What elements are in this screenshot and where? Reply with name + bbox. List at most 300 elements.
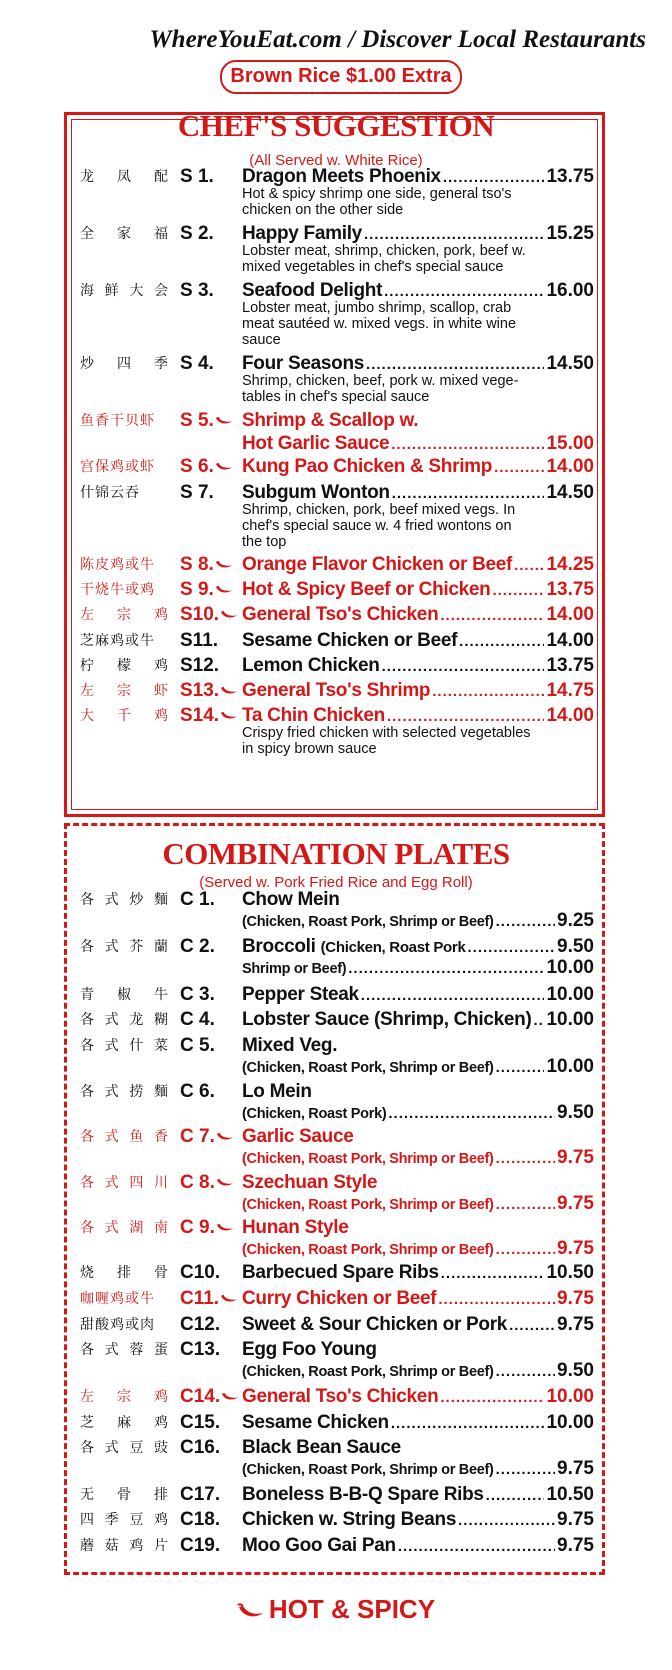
chinese-char: 糊 [153, 1012, 168, 1028]
item-name-text: Shrimp or Beef) [242, 961, 347, 977]
chinese-char: 鸡 [154, 607, 168, 623]
chinese-char: 豆 [129, 1512, 144, 1528]
item-code-text: S 2. [180, 223, 214, 244]
chinese-char: 式 [104, 939, 119, 955]
item-line [242, 1035, 594, 1057]
item-line [242, 889, 594, 911]
chinese-name [80, 579, 168, 599]
chinese-char: 各 [80, 1440, 94, 1456]
item-line [242, 604, 594, 626]
item-price: 14.75 [546, 680, 594, 701]
item-name [242, 1462, 494, 1478]
chinese-char: 虾 [154, 683, 168, 699]
chinese-char: 宗 [117, 1389, 131, 1405]
item-name-text: Broccoli [242, 936, 316, 957]
item-name [242, 961, 346, 977]
chinese-name [80, 1412, 168, 1432]
item-name [242, 1509, 456, 1531]
combo-subtitle: (Served w. Pork Fried Rice and Egg Roll) [199, 874, 473, 891]
chinese-char: 鸡 [154, 1389, 168, 1405]
item-code [180, 554, 233, 576]
item-price: 10.00 [546, 1412, 594, 1433]
item-code [180, 655, 219, 677]
chinese-char: 湖 [129, 1220, 144, 1236]
item-code [180, 1009, 215, 1031]
item-name [242, 936, 465, 958]
dot-leader [486, 1487, 545, 1504]
item-code [180, 223, 214, 245]
item-name [242, 1060, 494, 1076]
chinese-char: 蘭 [153, 939, 168, 955]
chinese-char: 式 [104, 1342, 119, 1358]
item-name-text: (Chicken, Roast Pork, Shrimp or Beef) [242, 914, 494, 930]
chinese-char: 麻 [117, 1415, 131, 1431]
item-code-text: C13. [180, 1339, 221, 1360]
chinese-char: 牛 [154, 987, 168, 1003]
item-line [242, 410, 594, 432]
chinese-name [80, 1217, 168, 1237]
item-price: 9.75 [557, 1535, 594, 1556]
chinese-name [80, 1386, 168, 1406]
item-name-text: Boneless B-B-Q Spare Ribs [242, 1484, 484, 1505]
item-price: 15.00 [546, 433, 594, 454]
item-description: Crispy fried chicken with selected vegetables [242, 725, 531, 741]
item-price: 10.50 [546, 1262, 594, 1283]
chinese-name [80, 280, 168, 300]
item-name [242, 1035, 337, 1057]
item-name [242, 554, 512, 576]
chinese-char: 宗 [117, 683, 131, 699]
item-line [242, 1288, 594, 1310]
item-name-text: Sesame Chicken [242, 1412, 389, 1433]
chinese-char: 捞 [129, 1084, 144, 1100]
item-price: 10.00 [546, 1009, 594, 1030]
dot-leader [459, 633, 544, 650]
item-code-text: C19. [180, 1535, 221, 1556]
item-name [242, 353, 364, 375]
item-line [242, 1056, 594, 1078]
chinese-char: 四 [129, 1175, 144, 1191]
item-price: 14.00 [546, 604, 594, 625]
item-code-text: S 5. [180, 410, 214, 431]
chinese-char: 式 [104, 1084, 119, 1100]
item-code [180, 1509, 220, 1531]
item-line [242, 1360, 594, 1382]
dot-leader [496, 1363, 555, 1380]
chinese-char: 各 [80, 1342, 94, 1358]
chinese-char: 芝麻鸡或牛 [80, 633, 155, 649]
chinese-char: 各 [80, 1175, 94, 1191]
item-code [180, 1437, 220, 1459]
chinese-char: 海 [80, 283, 94, 299]
item-price: 9.50 [557, 1360, 594, 1381]
chinese-char: 各 [80, 1012, 94, 1028]
item-description: Shrimp, chicken, beef, pork w. mixed vege- [242, 373, 519, 389]
item-code [180, 680, 238, 702]
item-price: 9.75 [557, 1193, 594, 1214]
dot-leader [443, 169, 545, 186]
item-description: Lobster meat, shrimp, chicken, pork, beef w. [242, 243, 526, 259]
chinese-char: 麵 [153, 1084, 168, 1100]
chinese-name [80, 630, 168, 650]
item-description: in spicy brown sauce [242, 741, 377, 757]
chili-pepper-icon [221, 1392, 239, 1401]
chinese-char: 川 [153, 1175, 168, 1191]
item-name [242, 410, 418, 432]
item-line [242, 1126, 594, 1148]
item-line [242, 1412, 594, 1434]
dot-leader [440, 607, 544, 624]
chinese-char: 什 [129, 1038, 144, 1054]
item-name-text: Curry Chicken or Beef [242, 1288, 437, 1309]
item-name [242, 456, 492, 478]
item-name-text: General Tso's Chicken [242, 1386, 439, 1407]
item-price: 10.50 [546, 1484, 594, 1505]
item-line [242, 1217, 594, 1239]
item-name [242, 1009, 532, 1031]
item-price: 14.00 [546, 705, 594, 726]
chili-pepper-icon [215, 585, 233, 594]
item-name [242, 1437, 401, 1459]
chinese-char: 季 [154, 356, 168, 372]
item-line [242, 1262, 594, 1284]
item-code-text: S 3. [180, 280, 214, 301]
dot-leader [496, 1241, 555, 1258]
item-line [242, 456, 594, 478]
chinese-name [80, 936, 168, 956]
chinese-char: 宗 [117, 607, 131, 623]
chinese-char: 什锦云吞 [80, 485, 140, 501]
chinese-char: 鸡 [153, 1512, 168, 1528]
hot-spicy-label: HOT & SPICY [268, 1594, 436, 1624]
item-price: 13.75 [546, 655, 594, 676]
chili-pepper-icon [220, 1294, 238, 1303]
item-description: mixed vegetables in chef's special sauce [242, 259, 504, 275]
chinese-char: 芝 [80, 1415, 94, 1431]
item-name-text: Lobster Sauce (Shrimp, Chicken) [242, 1009, 532, 1030]
item-line [242, 984, 594, 1006]
chinese-char: 龙 [80, 169, 94, 185]
item-line [242, 1314, 594, 1336]
item-name [242, 1081, 312, 1103]
item-line [242, 910, 594, 932]
item-code [180, 353, 214, 375]
item-name [242, 1535, 396, 1557]
chinese-char: 无 [80, 1487, 94, 1503]
item-code-text: C 9. [180, 1217, 215, 1238]
item-code-text: C 6. [180, 1081, 215, 1102]
item-name [242, 1339, 377, 1361]
combo-title: COMBINATION PLATES [162, 836, 510, 871]
dot-leader [364, 226, 545, 243]
chili-pepper-icon [215, 462, 233, 471]
item-code-text: C 5. [180, 1035, 215, 1056]
item-price: 9.50 [557, 1102, 594, 1123]
item-code-text: C 4. [180, 1009, 215, 1030]
item-name-text: Kung Pao Chicken & Shrimp [242, 456, 493, 477]
item-name-text: Orange Flavor Chicken or Beef [242, 554, 513, 575]
item-name-text: Seafood Delight [242, 280, 383, 301]
chinese-name [80, 705, 168, 725]
item-price: 10.00 [546, 1386, 594, 1407]
dot-leader [467, 939, 555, 956]
item-price: 10.00 [546, 957, 594, 978]
item-inline-note: (Chicken, Roast Pork [320, 939, 466, 956]
item-code [180, 936, 215, 958]
item-code-text: S 7. [180, 482, 214, 503]
item-name [242, 223, 362, 245]
chinese-char: 甜酸鸡或肉 [80, 1317, 155, 1333]
item-code-text: C 3. [180, 984, 215, 1005]
chinese-char: 椒 [117, 987, 131, 1003]
item-code [180, 1314, 220, 1336]
chinese-char: 式 [104, 1175, 119, 1191]
dot-leader [509, 1317, 555, 1334]
chinese-char: 蛋 [153, 1342, 168, 1358]
dot-leader [441, 1265, 545, 1282]
item-line [242, 554, 594, 576]
chinese-char: 骨 [117, 1487, 131, 1503]
dot-leader [382, 658, 545, 675]
item-code-text: C17. [180, 1484, 221, 1505]
item-code-text: C18. [180, 1509, 221, 1530]
item-code [180, 1035, 215, 1057]
chinese-char: 排 [117, 1265, 131, 1281]
item-line [242, 655, 594, 677]
item-name [242, 166, 441, 188]
item-code-text: C 2. [180, 936, 215, 957]
item-name [242, 1217, 349, 1239]
item-code-text: S 4. [180, 353, 214, 374]
dot-leader [514, 557, 544, 574]
item-name [242, 680, 430, 702]
chinese-char: 麵 [153, 892, 168, 908]
item-name-text: Pepper Steak [242, 984, 359, 1005]
item-line [242, 1081, 594, 1103]
chili-pepper-icon [216, 1178, 234, 1187]
item-name [242, 984, 359, 1006]
chinese-char: 各 [80, 892, 94, 908]
chinese-char: 鸡 [154, 708, 168, 724]
item-line [242, 482, 594, 504]
chinese-char: 宫保鸡或虾 [80, 459, 155, 475]
item-name [242, 482, 390, 504]
dot-leader [494, 459, 544, 476]
item-code-text: S 1. [180, 166, 214, 187]
item-price: 9.75 [557, 1288, 594, 1309]
item-line [242, 1102, 594, 1124]
chinese-name [80, 1172, 168, 1192]
chinese-char: 鸡 [154, 658, 168, 674]
chinese-char: 鸡 [154, 1415, 168, 1431]
chinese-char: 式 [104, 1038, 119, 1054]
chili-pepper-icon [216, 1132, 234, 1141]
item-code [180, 579, 233, 601]
item-name-text: Barbecued Spare Ribs [242, 1262, 439, 1283]
item-name [242, 1484, 484, 1506]
item-line [242, 936, 594, 958]
item-name [242, 604, 438, 626]
item-line [242, 433, 594, 455]
item-code-text: C 7. [180, 1126, 215, 1147]
chinese-char: 菜 [153, 1038, 168, 1054]
chinese-char: 会 [153, 283, 168, 299]
chinese-char: 左 [80, 1389, 94, 1405]
item-name-text: Four Seasons [242, 353, 365, 374]
item-price: 16.00 [546, 280, 594, 301]
chinese-name [80, 1535, 168, 1555]
dot-leader [496, 1196, 555, 1213]
item-name-text: Subgum Wonton [242, 482, 390, 503]
item-code [180, 705, 238, 727]
item-name-text: Hot & Spicy Beef or Chicken [242, 579, 491, 600]
item-name-text: Hunan Style [242, 1217, 349, 1238]
item-code-text: S11. [180, 630, 219, 651]
chinese-char: 各 [80, 1084, 94, 1100]
item-name-text: Black Bean Sauce [242, 1437, 401, 1458]
item-line [242, 1172, 594, 1194]
chili-pepper-icon [220, 711, 238, 720]
chinese-char: 大 [129, 283, 144, 299]
chinese-name [80, 410, 168, 430]
item-code [180, 1535, 220, 1557]
item-name [242, 1197, 494, 1213]
chili-pepper-icon [220, 686, 238, 695]
dot-leader [387, 708, 545, 725]
item-name [242, 579, 490, 601]
item-line [242, 1458, 594, 1480]
dot-leader [392, 485, 545, 502]
item-code-text: S 9. [180, 579, 214, 600]
item-name-text: Dragon Meets Phoenix [242, 166, 441, 187]
item-code-text: S13. [180, 680, 220, 701]
item-price: 9.50 [557, 936, 594, 957]
item-name [242, 1151, 494, 1167]
item-code-text: C11. [180, 1288, 220, 1309]
chinese-char: 炒 [80, 356, 94, 372]
dot-leader [391, 1415, 545, 1432]
chinese-char: 左 [80, 607, 94, 623]
dot-leader [440, 1389, 544, 1406]
chinese-char: 咖喱鸡或牛 [80, 1291, 155, 1307]
item-name-text: Chow Mein [242, 889, 340, 910]
chinese-char: 千 [117, 708, 131, 724]
item-price: 9.75 [557, 1458, 594, 1479]
item-name [242, 630, 457, 652]
dot-leader [432, 683, 544, 700]
item-code [180, 604, 238, 626]
chinese-char: 片 [153, 1538, 168, 1554]
chinese-name [80, 889, 168, 909]
chili-pepper-icon [215, 560, 233, 569]
item-line [242, 223, 594, 245]
item-line [242, 1484, 594, 1506]
item-price: 9.75 [557, 1147, 594, 1168]
dot-leader [438, 1291, 555, 1308]
chinese-name [80, 1314, 168, 1334]
chinese-char: 季 [104, 1512, 119, 1528]
item-name-text: (Chicken, Roast Pork, Shrimp or Beef) [242, 1364, 494, 1380]
chinese-char: 福 [154, 226, 168, 242]
chinese-char: 干烧牛或鸡 [80, 582, 155, 598]
item-code [180, 1412, 220, 1434]
item-name-text: Shrimp & Scallop w. [242, 410, 419, 431]
item-code [180, 1217, 234, 1239]
item-line [242, 1535, 594, 1557]
item-name [242, 655, 380, 677]
chinese-char: 家 [117, 226, 131, 242]
item-line [242, 1238, 594, 1260]
item-code [180, 1288, 238, 1310]
item-description: meat sautéed w. mixed vegs. in white wine [242, 316, 517, 332]
item-description: chef's special sauce w. 4 fried wontons on [242, 518, 512, 534]
item-name [242, 1172, 377, 1194]
item-price: 9.75 [557, 1509, 594, 1530]
item-line [242, 1147, 594, 1169]
item-price: 15.25 [546, 223, 594, 244]
item-line [242, 280, 594, 302]
item-line [242, 579, 594, 601]
item-name [242, 1364, 494, 1380]
chinese-char: 豆 [129, 1440, 144, 1456]
chinese-char: 檬 [117, 658, 131, 674]
item-price: 14.50 [546, 353, 594, 374]
item-name [242, 280, 382, 302]
item-code-text: C 8. [180, 1172, 215, 1193]
chinese-char: 各 [80, 939, 94, 955]
item-name-text: Sesame Chicken or Beef [242, 630, 458, 651]
chinese-char: 配 [154, 169, 168, 185]
chinese-char: 烧 [80, 1265, 94, 1281]
chinese-char: 南 [153, 1220, 168, 1236]
item-code [180, 1172, 234, 1194]
item-price: 9.75 [557, 1314, 594, 1335]
chinese-char: 豉 [153, 1440, 168, 1456]
chinese-char: 排 [154, 1487, 168, 1503]
item-name [242, 1412, 389, 1434]
chinese-name [80, 166, 168, 186]
item-name-text: Hot Garlic Sauce [242, 433, 390, 454]
chinese-char: 式 [104, 1012, 119, 1028]
item-line [242, 1339, 594, 1361]
item-price: 13.75 [546, 579, 594, 600]
chinese-name [80, 223, 168, 243]
chinese-char: 青 [80, 987, 94, 1003]
item-code-text: S 8. [180, 554, 214, 575]
chinese-name [80, 1081, 168, 1101]
item-code [180, 984, 215, 1006]
item-name-text: Ta Chin Chicken [242, 705, 385, 726]
chili-pepper-icon [237, 1603, 265, 1619]
chinese-name [80, 1035, 168, 1055]
dot-leader [492, 582, 544, 599]
item-description: Lobster meat, jumbo shrimp, scallop, crab [242, 300, 512, 316]
item-name-text: Lo Mein [242, 1081, 312, 1102]
item-line [242, 630, 594, 652]
item-line [242, 705, 594, 727]
chinese-char: 炒 [129, 892, 144, 908]
item-name-text: Szechuan Style [242, 1172, 378, 1193]
chinese-char: 式 [104, 1129, 119, 1145]
item-code-text: C 1. [180, 889, 215, 910]
item-name [242, 433, 389, 455]
chinese-name [80, 1484, 168, 1504]
item-name [242, 889, 340, 911]
dot-leader [348, 960, 544, 977]
item-name-text: Sweet & Sour Chicken or Pork [242, 1314, 508, 1335]
chinese-name [80, 554, 168, 574]
item-description: sauce [242, 332, 281, 348]
